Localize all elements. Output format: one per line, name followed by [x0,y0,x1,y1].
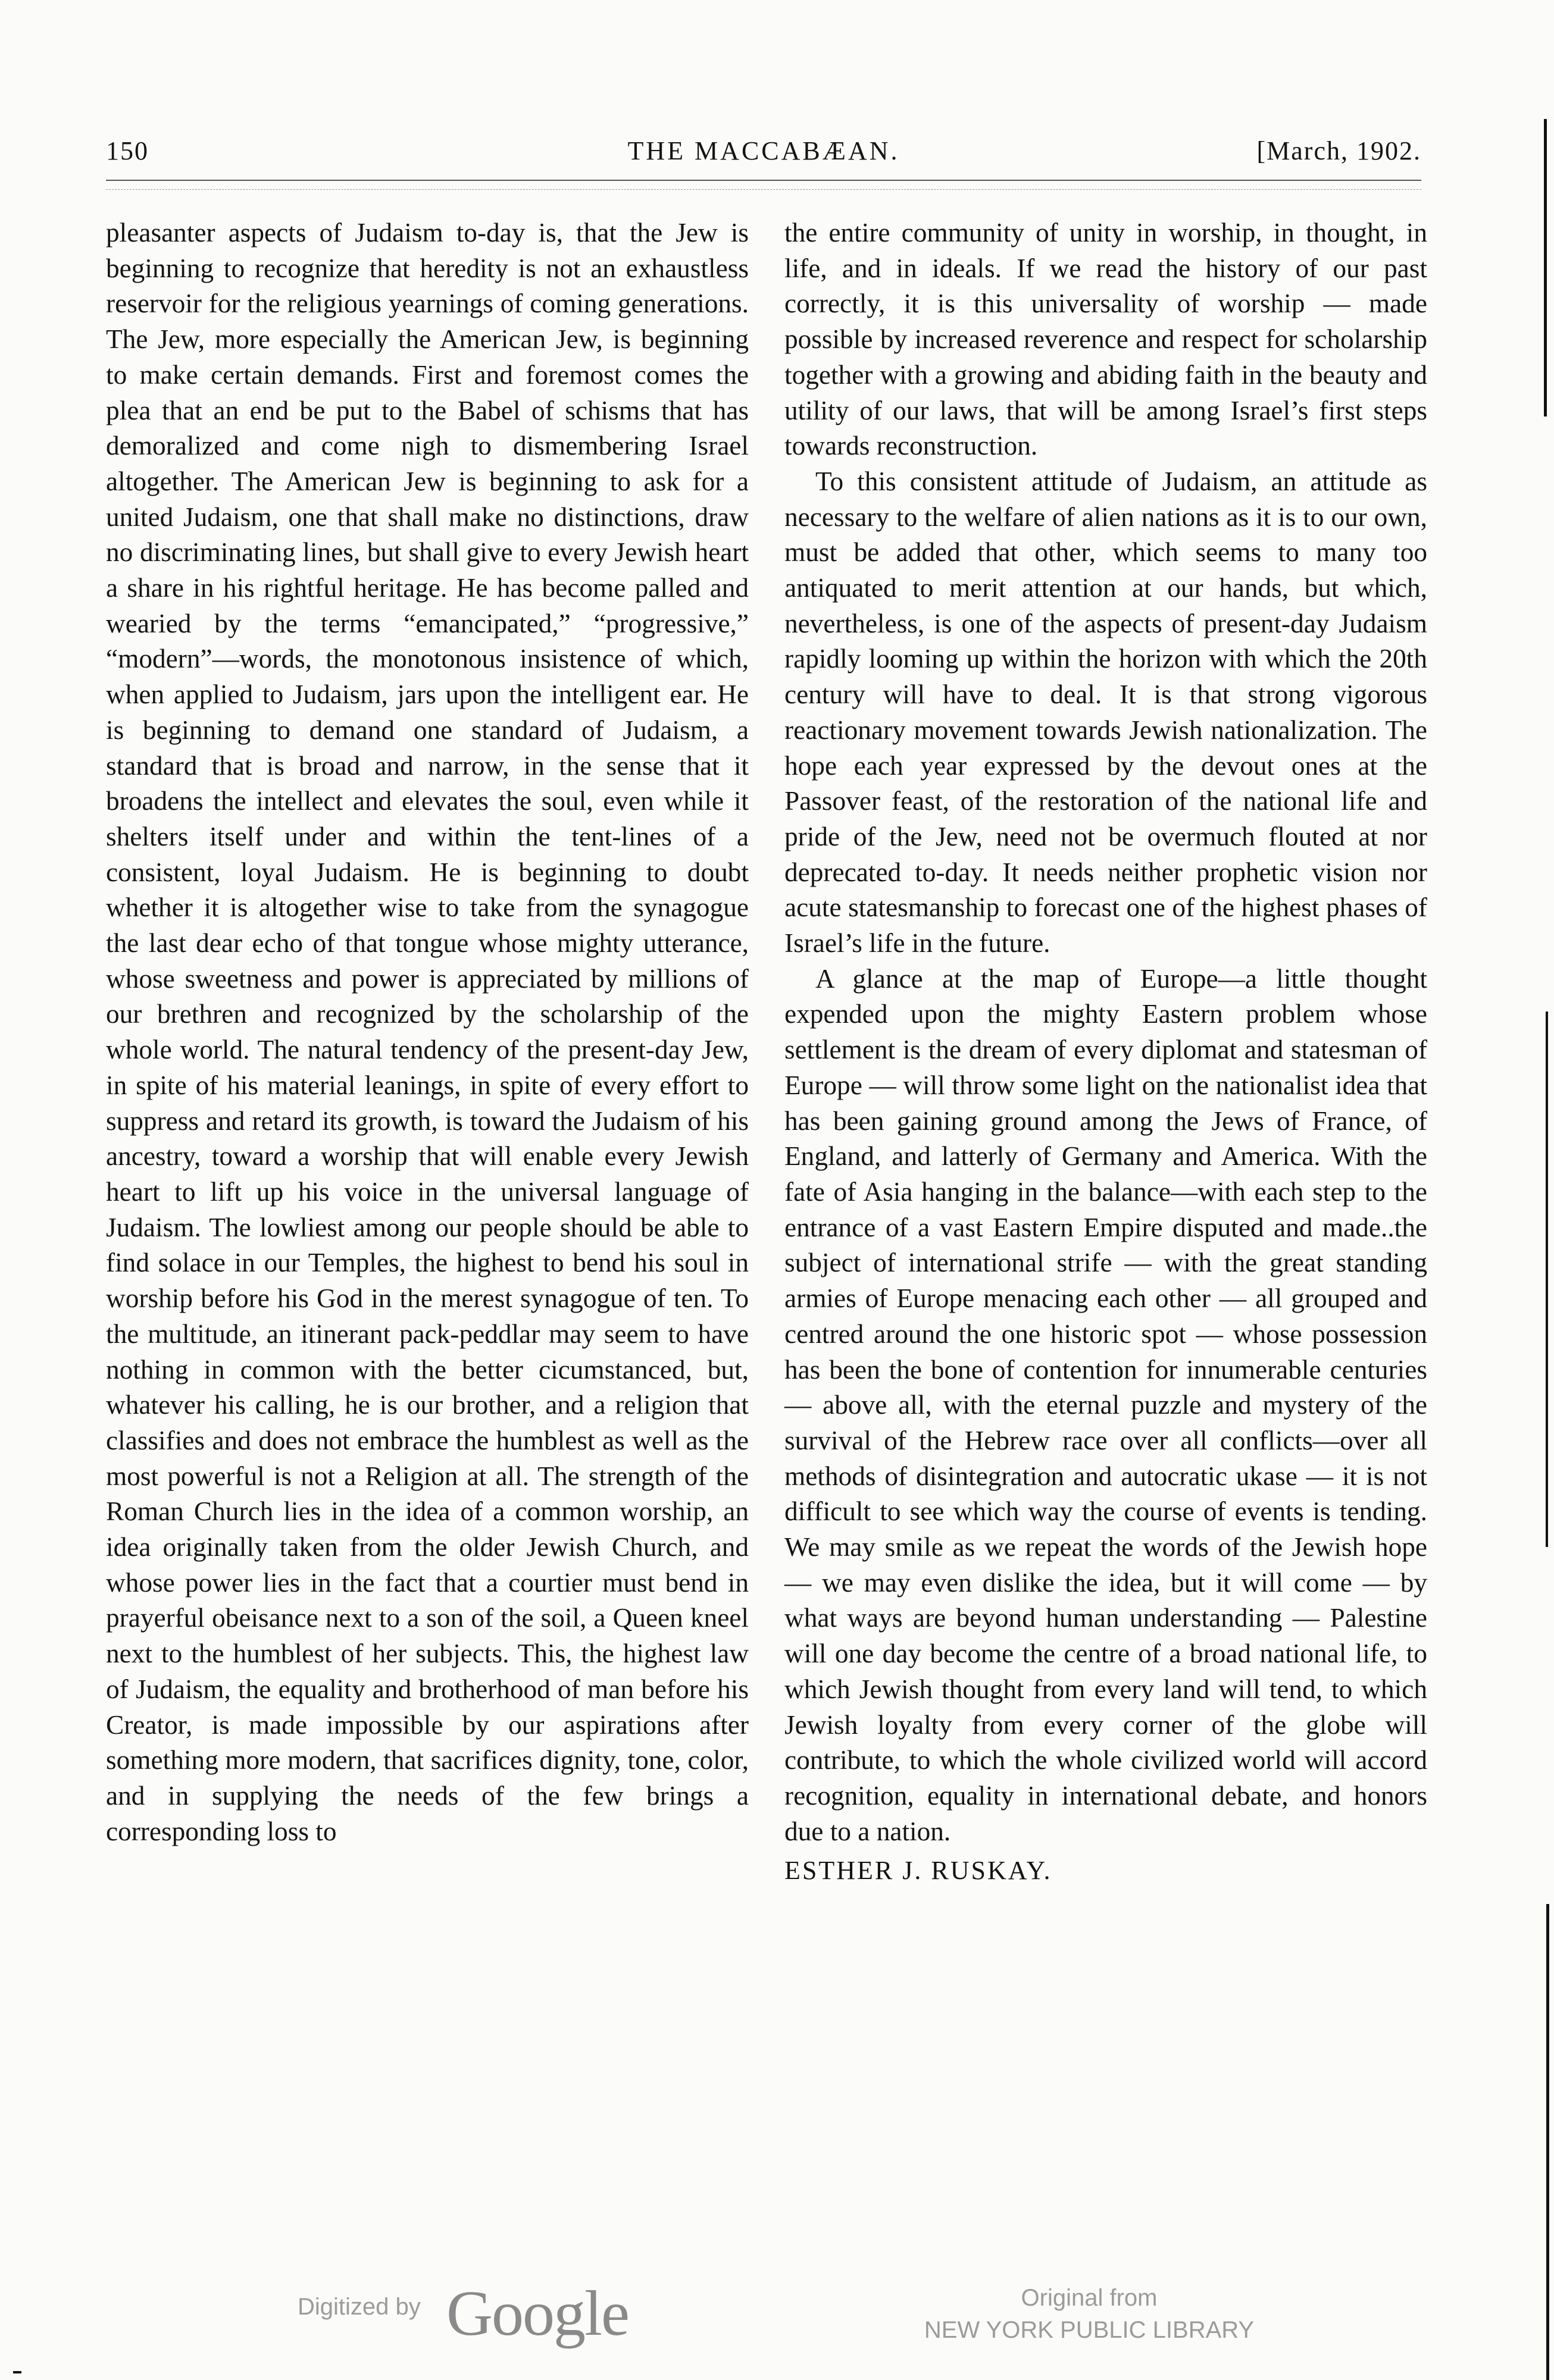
journal-title: THE MACCABÆAN. [627,136,900,165]
running-header [106,136,1421,177]
page-corner-mark [13,2371,21,2373]
page-number: 150 [106,136,149,165]
page-edge-shadow [1546,1012,1548,1547]
author-signature: ESTHER J. RUSKAY. [784,1856,1052,1886]
page-edge-shadow [1546,1904,1549,2380]
header-rule [106,180,1421,181]
source-attribution [905,2282,1274,2346]
paragraph: the entire community of unity in worship, in thought, in life, and in ideals. If we read the history of our past correctly, it is this universality of worship — made possible by increased reverence and respect for scholarship together with a growing and abiding faith in the beauty and utility of our laws, that will be among Israel’s first steps towards reconstruction. [784,218,1427,461]
digitized-by-label: Digitized by [298,2294,421,2320]
page-edge-shadow [1544,119,1547,416]
google-logo: Google [446,2278,629,2349]
header-rule-secondary [106,189,1421,190]
issue-date: [March, 1902. [1256,136,1421,165]
paragraph: pleasanter aspects of Judaism to-day is, that the Jew is beginning to recognize that heredity is not an exhaustless reservoir for the religious yearnings of coming generations. The Jew, more especially the American Jew, is beginning to make certain demands. First and foremost comes the plea that an end be put to the Babel of schisms that has demoralized and come nigh to dismembering Israel altogether. The American Jew is beginning to ask for a united Judaism, one that shall make no distinctions, draw no discriminating lines, but shall give to every Jewish heart a share in his rightful heritage. He has become palled and wearied by the terms “emancipated,” “progressive,” “modern”—words, the monotonous insistence of which, when applied to Judaism, jars upon the intelligent ear. He is beginning to demand one standard of Judaism, a standard that is broad and narrow, in the sense that it broadens the intellect and elevates the soul, even while it shelters itself under and within the tent-lines of a consistent, loyal Judaism. He is beginning to doubt whether it is altogether wise to take from the synagogue the last dear echo of that tongue whose mighty utterance, whose sweetness and power is appreciated by millions of our brethren and recognized by the scholarship of the whole world. The natural tendency of the present-day Jew, in spite of his material leanings, in spite of every effort to suppress and retard its growth, is toward the Judaism of his ancestry, toward a worship that will enable every Jewish heart to lift up his voice in the universal language of Judaism. The lowliest among our people should be able to find solace in our Temples, the highest to bend his soul in worship before his God in the merest synagogue of ten. To the multitude, an itinerant pack-peddlar may seem to have nothing in common with the better cicumstanced, but, whatever his calling, he is our brother, and a religion that classifies and does not embrace the humblest as well as the most powerful is not a Religion at all. The strength of the Roman Church lies in the idea of a common worship, an idea originally taken from the older Jewish Church, and whose power lies in the fact that a courtier must bend in prayerful obeisance next to a son of the soil, a Queen kneel next to the humblest of her subjects. This, the highest law of Judaism, the equality and brotherhood of man before his Creator, is made impossible by our aspirations after something more modern, that sacrifices dignity, tone, color, and in supplying the needs of the few brings a corresponding loss to [106,218,749,1846]
paragraph: A glance at the map of Europe—a little thought expended upon the mighty Eastern problem whose settlement is the dream of every diplomat and statesman of Europe — will throw some light on the nationalist idea that has been gaining ground among the Jews of France, of England, and latterly of Germany and America. With the fate of Asia hanging in the balance—with each step to the entrance of a vast Eastern Empire disputed and made..the subject of international strife — with the great standing armies of Europe menacing each other — all grouped and centred around the one historic spot — whose possession has been the bone of contention for innumerable centuries — above all, with the eternal puzzle and mystery of the survival of the Hebrew race over all conflicts—over all methods of disintegration and autocratic ukase — it is not difficult to see which way the course of events is tending. We may smile as we repeat the words of the Jewish hope — we may even dislike the idea, but it will come — by what ways are beyond human understanding — Palestine will one day become the centre of a broad national life, to which Jewish thought from every land will tend, to which Jewish loyalty from every corner of the globe will contribute, to which the whole civilized world will accord recognition, equality in international debate, and honors due to a nation. [784,963,1427,1846]
right-column [784,215,1427,1889]
library-name: NEW YORK PUBLIC LIBRARY [924,2317,1255,2343]
original-from-label: Original from [1021,2285,1158,2311]
left-column [106,215,749,1849]
paragraph: To this consistent attitude of Judaism, an attitude as necessary to the welfare of alien nations as it is to our own, must be added that other, which seems to many too antiquated to merit attention at our hands, but which, nevertheless, is one of the aspects of present-day Judaism rapidly looming up within the horizon with which the 20th century will have to deal. It is that strong vigorous reactionary movement towards Jewish nationalization. The hope each year expressed by the devout ones at the Passover feast, of the restoration of the national life and pride of the Jew, need not be overmuch flouted at nor deprecated to-day. It needs neither prophetic vision nor acute statesmanship to forecast one of the highest phases of Israel’s life in the future. [784,466,1427,959]
